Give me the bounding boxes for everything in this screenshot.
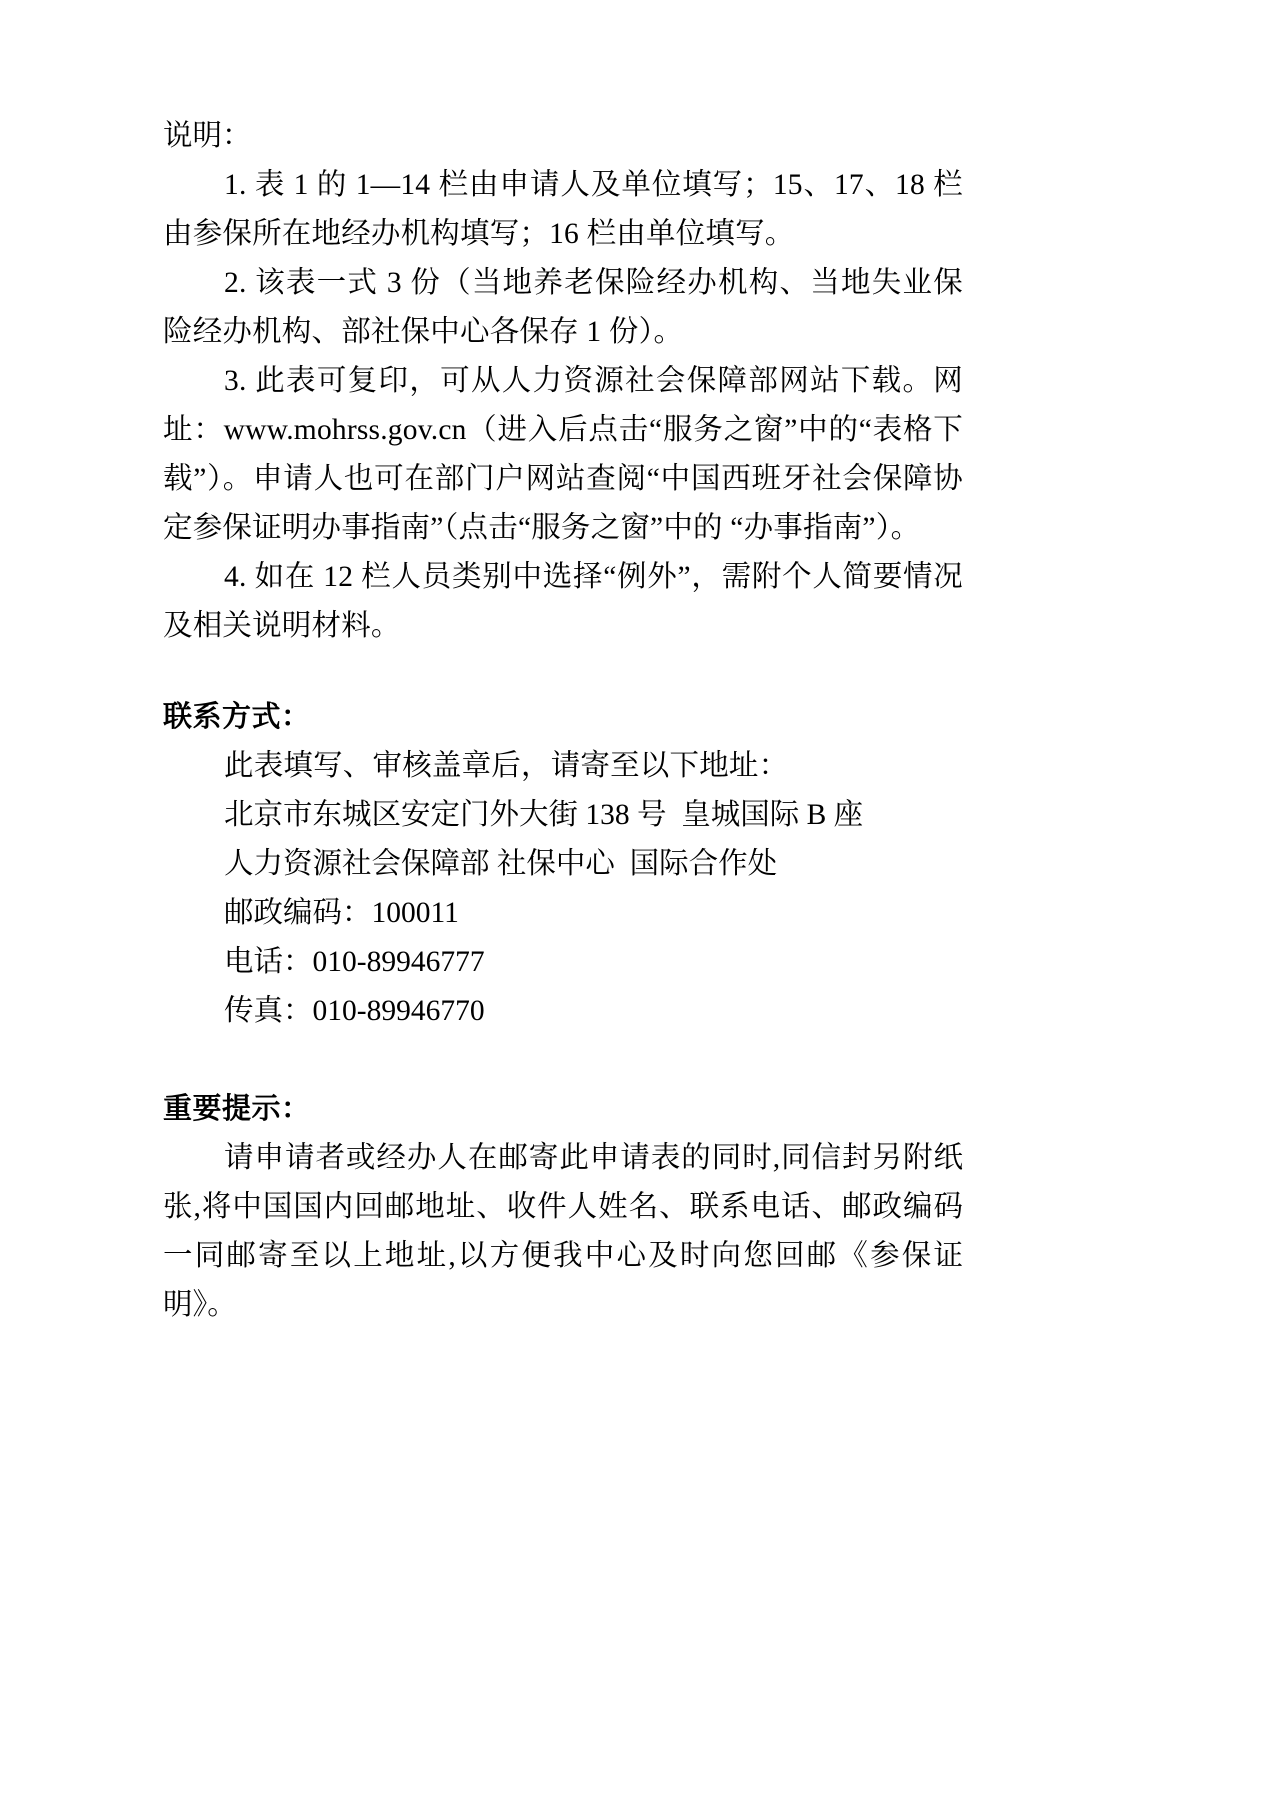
section-spacer-2 xyxy=(163,1036,963,1085)
address-department: 人力资源社会保障部 社保中心 国际合作处 xyxy=(224,848,778,880)
notes-item-2: 2. 该表一式 3 份（当地养老保险经办机构、当地失业保险经办机构、部社保中心各保存 1 份）。 xyxy=(163,267,963,348)
address-street: 北京市东城区安定门外大街 138 号 皇城国际 B 座 xyxy=(224,799,864,831)
important-notice-heading: 重要提示： xyxy=(163,1093,311,1125)
address-fax: 传真：010-89946770 xyxy=(224,995,485,1027)
important-notice-body: 请申请者或经办人在邮寄此申请表的同时,同信封另附纸张,将中国国内回邮地址、收件人姓名、联系电话、邮政编码一同邮寄至以上地址,以方便我中心及时向您回邮《参保证明》。 xyxy=(163,1142,963,1321)
notes-item-4: 4. 如在 12 栏人员类别中选择“例外”，需附个人简要情况及相关说明材料。 xyxy=(163,561,963,642)
document-body xyxy=(163,112,963,1330)
notes-item-3: 3. 此表可复印，可从人力资源社会保障部网站下载。网址：www.mohrss.gov.cn（进入后点击“服务之窗”中的“表格下载”）。申请人也可在部门户网站查阅“中国西班牙社会保障协定参保证明办事指南”（点击“服务之窗”中的 “办事指南”）。 xyxy=(163,365,963,544)
notes-item-1: 1. 表 1 的 1—14 栏由申请人及单位填写；15、17、18 栏由参保所在地经办机构填写；16 栏由单位填写。 xyxy=(163,169,963,250)
contact-heading: 联系方式： xyxy=(163,701,311,733)
address-telephone: 电话：010-89946777 xyxy=(224,946,485,978)
contact-intro: 此表填写、审核盖章后，请寄至以下地址： xyxy=(224,750,789,782)
contact-address-block xyxy=(224,791,963,1036)
section-spacer-1 xyxy=(163,651,963,693)
address-postal-code: 邮政编码：100011 xyxy=(224,897,459,929)
notes-heading: 说明： xyxy=(163,120,252,152)
